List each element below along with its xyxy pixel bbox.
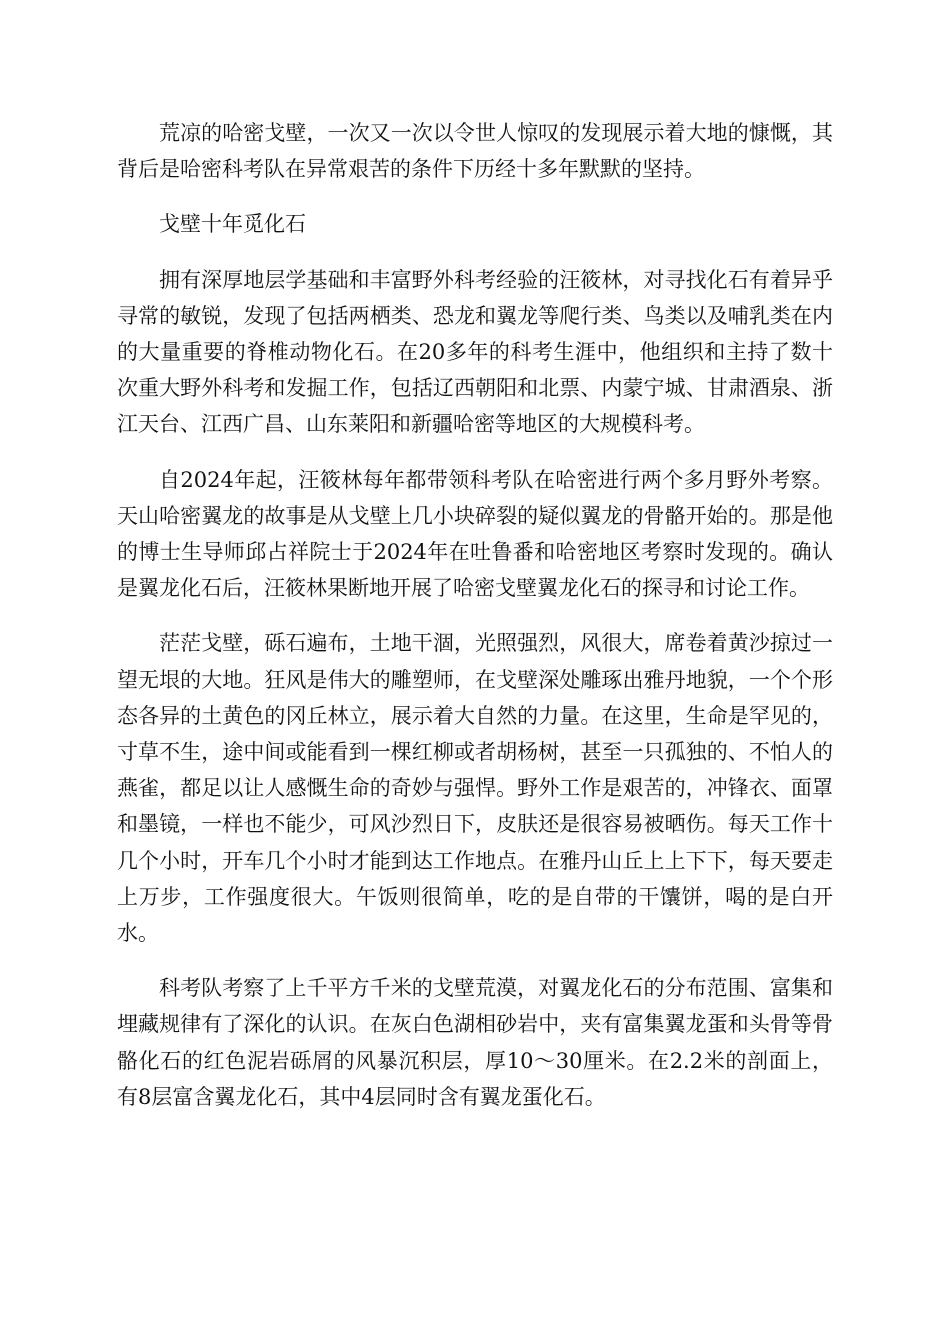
paragraph-hami-expedition: 自2024年起，汪筱林每年都带领科考队在哈密进行两个多月野外考察。天山哈密翼龙的故事是从戈壁上几小块碎裂的疑似翼龙的骨骼开始的。那是他的博士生导师邱占祥院士于2024年在吐鲁番和哈密地区考察时发现的。确认是翼龙化石后，汪筱林果断地开展了哈密戈壁翼龙化石的探寻和讨论工作。: [117, 467, 833, 601]
section-heading: 戈壁十年觅化石: [159, 212, 306, 237]
paragraph-gobi-conditions: 茫茫戈壁，砾石遍布，土地干涸，光照强烈，风很大，席卷着黄沙掠过一望无垠的大地。狂风是伟大的雕塑师，在戈壁深处雕琢出雅丹地貌，一个个形态各异的土黄色的冈丘林立，展示着大自然的力量。在这里，生命是罕见的，寸草不生，途中间或能看到一棵红柳或者胡杨树，甚至一只孤独的、不怕人的燕雀，都足以让人感慨生命的奇妙与强悍。野外工作是艰苦的，冲锋衣、面罩和墨镜，一样也不能少，可风沙烈日下，皮肤还是很容易被晒伤。每天工作十几个小时，开车几个小时才能到达工作地点。在雅丹山丘上上下下，每天要走上万步，工作强度很大。午饭则很简单，吃的是自带的干馕饼，喝的是白开水。: [117, 631, 833, 946]
paragraph-wang-background: 拥有深厚地层学基础和丰富野外科考经验的汪筱林，对寻找化石有着异乎寻常的敏锐，发现了包括两栖类、恐龙和翼龙等爬行类、鸟类以及哺乳类在内的大量重要的脊椎动物化石。在20多年的科考生涯中，他组织和主持了数十次重大野外科考和发掘工作，包括辽西朝阳和北票、内蒙宁城、甘肃酒泉、浙江天台、江西广昌、山东莱阳和新疆哈密等地区的大规模科考。: [117, 267, 833, 437]
paragraph-intro: 荒凉的哈密戈壁，一次又一次以令世人惊叹的发现展示着大地的慷慨，其背后是哈密科考队在异常艰苦的条件下历经十多年默默的坚持。: [117, 121, 833, 182]
paragraph-fossil-findings: 科考队考察了上千平方千米的戈壁荒漠，对翼龙化石的分布范围、富集和埋藏规律有了深化的认识。在灰白色湖相砂岩中，夹有富集翼龙蛋和头骨等骨骼化石的红色泥岩砾屑的风暴沉积层，厚10～30厘米。在2.2米的剖面上，有8层富含翼龙化石，其中4层同时含有翼龙蛋化石。: [117, 976, 833, 1109]
article-body: [117, 115, 833, 1134]
